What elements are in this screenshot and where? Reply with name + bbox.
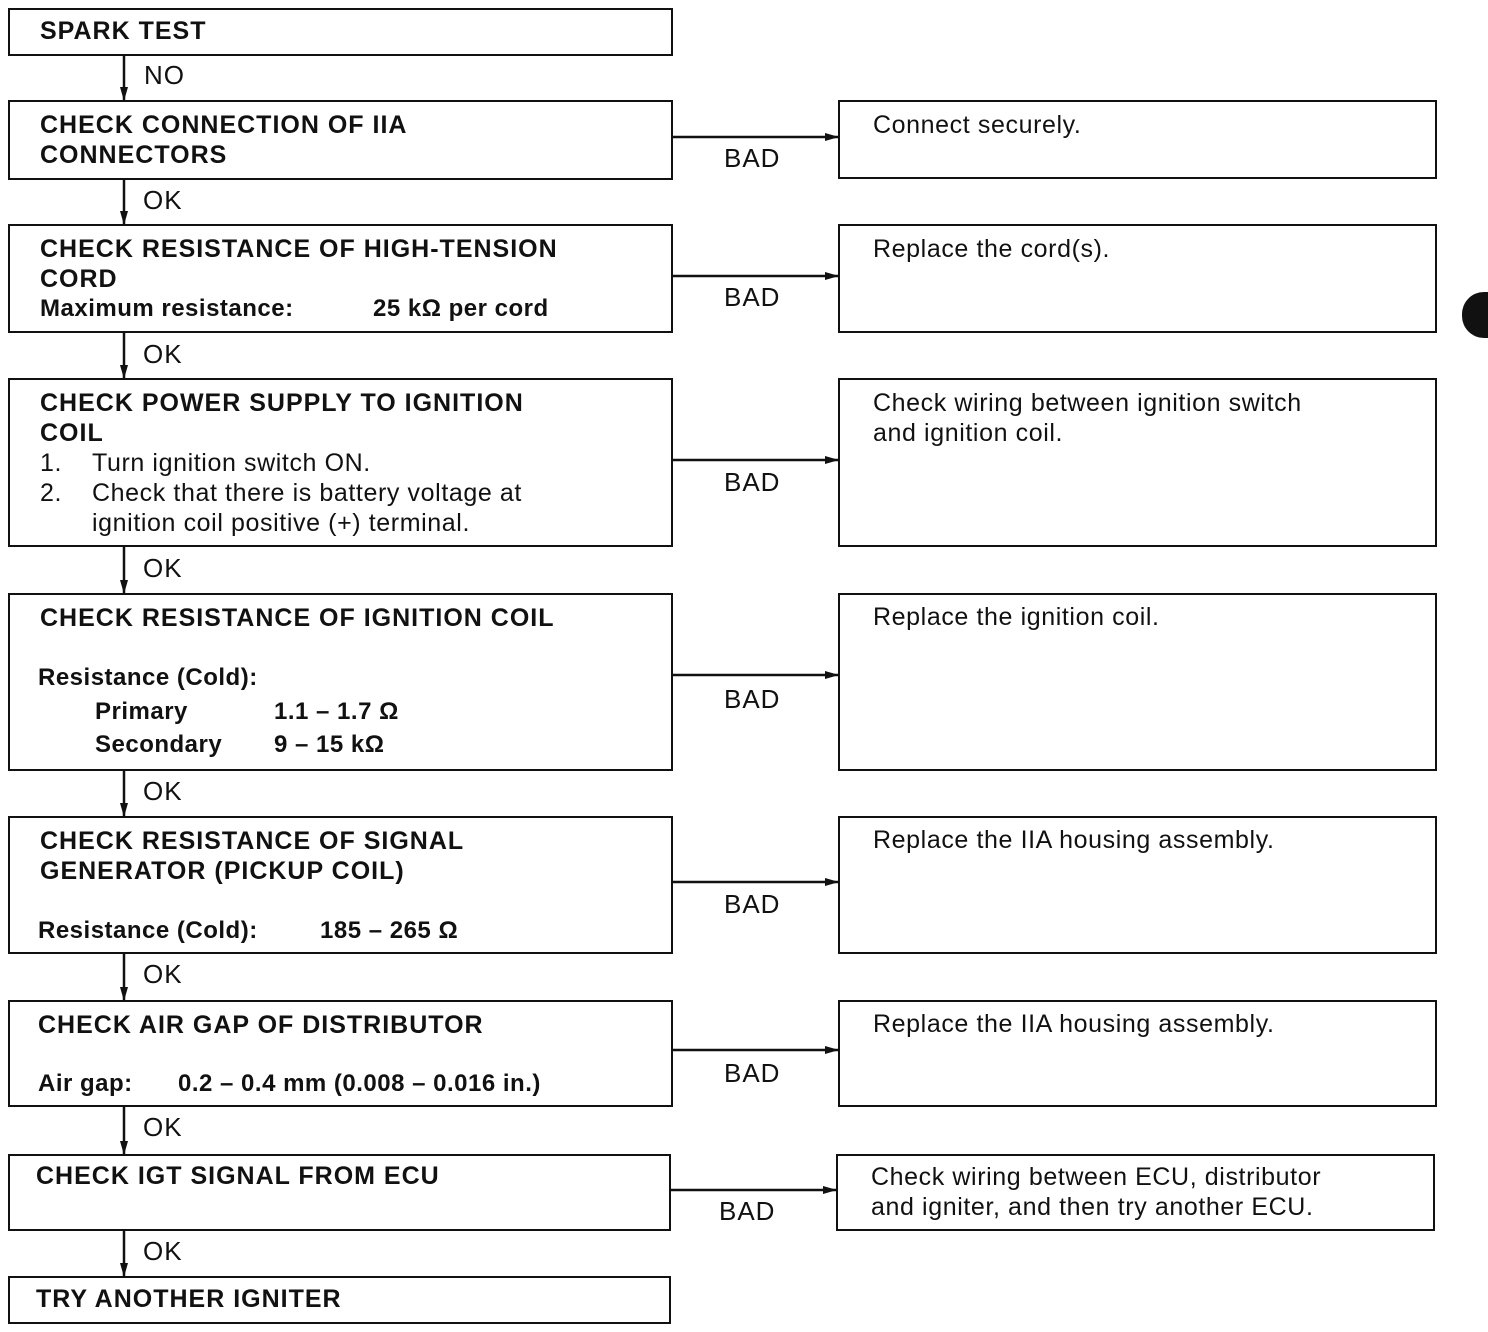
action-text: Replace the IIA housing assembly.: [873, 1010, 1275, 1038]
action-check-ecu-wiring: [836, 1154, 1435, 1231]
spec-value: 0.2 – 0.4 mm (0.008 – 0.016 in.): [178, 1070, 541, 1097]
step-signal-generator: [8, 816, 673, 954]
step-air-gap: [8, 1000, 673, 1107]
step-ignition-coil-resistance: [8, 593, 673, 771]
spec-value: 185 – 265 Ω: [320, 917, 459, 944]
list-number: 1.: [40, 449, 63, 477]
ok-label: OK: [143, 553, 183, 583]
step-igt-signal: [8, 1154, 671, 1231]
step-title: SPARK TEST: [40, 17, 207, 45]
step-title-line1: CHECK RESISTANCE OF HIGH-TENSION: [40, 235, 558, 263]
step-high-tension-cord: [8, 224, 673, 333]
step-title: CHECK AIR GAP OF DISTRIBUTOR: [38, 1011, 484, 1039]
action-replace-housing-1: [838, 816, 1437, 954]
step-title-line2: CORD: [40, 265, 118, 293]
list-item-line1: Check that there is battery voltage at: [92, 479, 522, 507]
list-item-line2: ignition coil positive (+) terminal.: [92, 509, 470, 537]
action-text: Replace the IIA housing assembly.: [873, 826, 1275, 854]
action-replace-cord: [838, 224, 1437, 333]
action-replace-coil: [838, 593, 1437, 771]
spec-heading: Resistance (Cold):: [38, 664, 258, 691]
ok-label: OK: [143, 776, 183, 806]
action-text-line1: Check wiring between ECU, distributor: [871, 1163, 1322, 1191]
step-power-supply: [8, 378, 673, 547]
step-title: CHECK IGT SIGNAL FROM ECU: [36, 1162, 440, 1190]
action-text-line2: and igniter, and then try another ECU.: [871, 1193, 1314, 1221]
step-spark-test: [8, 8, 673, 56]
ok-label: OK: [143, 185, 183, 215]
step-iia-connectors: [8, 100, 673, 180]
spec-value: 25 kΩ per cord: [373, 295, 549, 322]
list-number: 2.: [40, 479, 63, 507]
primary-value: 1.1 – 1.7 Ω: [274, 698, 399, 725]
action-text: Replace the cord(s).: [873, 235, 1111, 263]
action-text: Replace the ignition coil.: [873, 603, 1160, 631]
action-text-line1: Check wiring between ignition switch: [873, 389, 1302, 417]
action-connect: [838, 100, 1437, 179]
primary-label: Primary: [95, 698, 188, 725]
action-text: Connect securely.: [873, 111, 1082, 139]
step-title-line2: COIL: [40, 419, 104, 447]
ok-label: OK: [143, 959, 183, 989]
bad-label: BAD: [724, 143, 781, 173]
list-item: Turn ignition switch ON.: [92, 449, 371, 477]
step-title-line1: CHECK RESISTANCE OF SIGNAL: [40, 827, 465, 855]
action-text-line2: and ignition coil.: [873, 419, 1064, 447]
secondary-label: Secondary: [95, 731, 223, 758]
step-title-line2: GENERATOR (PICKUP COIL): [40, 857, 405, 885]
bad-label: BAD: [724, 467, 781, 497]
action-check-wiring-coil: [838, 378, 1437, 547]
ok-label: OK: [143, 1112, 183, 1142]
ok-label: OK: [143, 1236, 183, 1266]
step-igniter: [8, 1276, 671, 1324]
step-title-line1: CHECK CONNECTION OF IIA: [40, 111, 408, 139]
bad-label: BAD: [724, 1058, 781, 1088]
step-title-line2: CONNECTORS: [40, 141, 228, 169]
spec-label: Resistance (Cold):: [38, 917, 258, 944]
ok-label: OK: [143, 339, 183, 369]
step-title-line1: CHECK POWER SUPPLY TO IGNITION: [40, 389, 524, 417]
spec-label: Air gap:: [38, 1070, 133, 1097]
step-title: CHECK RESISTANCE OF IGNITION COIL: [40, 604, 555, 632]
spec-label: Maximum resistance:: [40, 295, 294, 322]
step-title: TRY ANOTHER IGNITER: [36, 1285, 342, 1313]
bad-label: BAD: [724, 282, 781, 312]
bad-label: BAD: [724, 889, 781, 919]
bad-label: BAD: [719, 1196, 776, 1226]
secondary-value: 9 – 15 kΩ: [274, 731, 385, 758]
action-replace-housing-2: [838, 1000, 1437, 1107]
bad-label: BAD: [724, 684, 781, 714]
no-label: NO: [144, 60, 185, 90]
